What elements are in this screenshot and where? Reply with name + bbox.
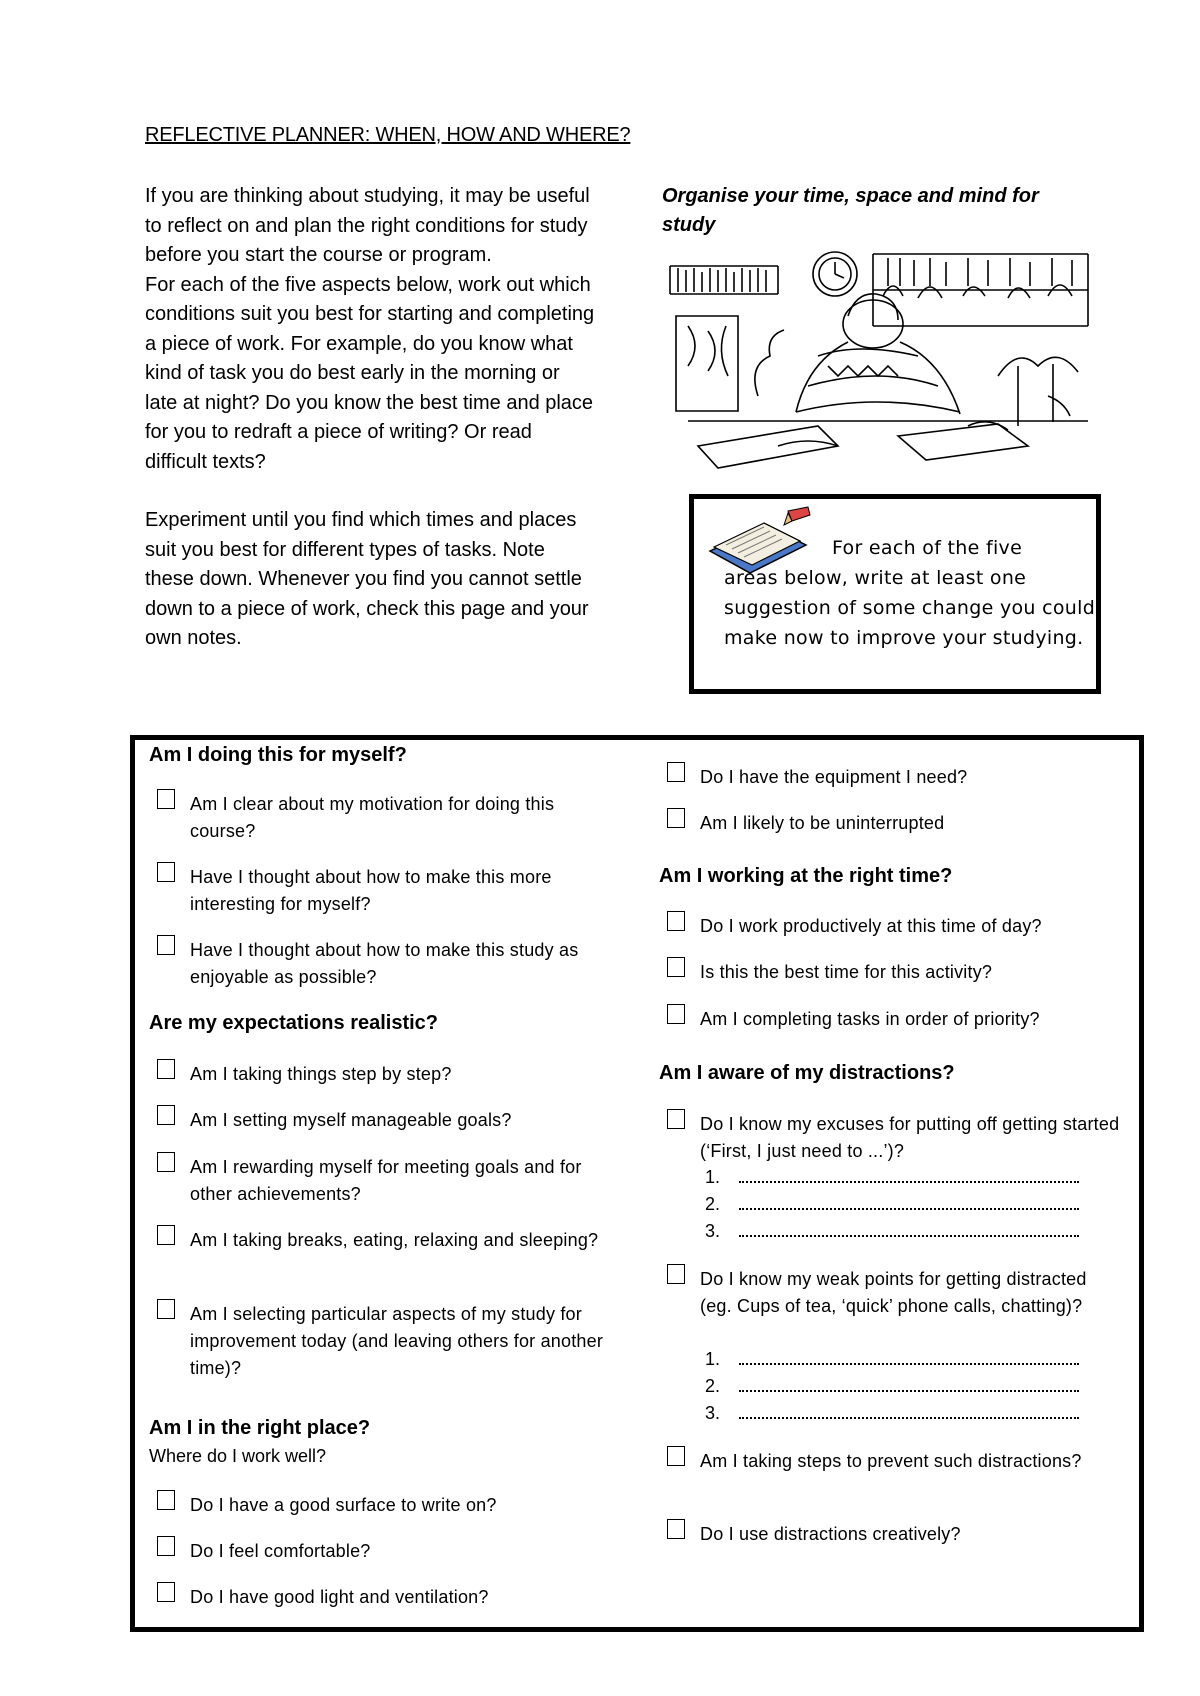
- item-text: Do I use distractions creatively?: [700, 1524, 961, 1544]
- suggestion-rest: areas below, write at least one suggestion of some change you could make now to improve your studying.: [724, 567, 1096, 649]
- checkbox[interactable]: [667, 911, 685, 931]
- list-number: 2.: [705, 1376, 721, 1396]
- item-text: Am I taking steps to prevent such distractions?: [700, 1451, 1082, 1471]
- suggestion-first-line: For each of the five: [832, 537, 1023, 559]
- page-title: REFLECTIVE PLANNER: WHEN, HOW AND WHERE?: [145, 124, 631, 146]
- checkbox[interactable]: [157, 935, 175, 955]
- checklist-box: [130, 735, 1144, 1632]
- intro-paragraph: Experiment until you find which times and places suit you best for different types of tasks. Note these down. Whenever you find you cannot settle down to a piece of work, check this page and your own notes.: [145, 509, 589, 649]
- section-heading-distractions: Am I aware of my distractions?: [659, 1062, 955, 1084]
- list-number: 2.: [705, 1194, 721, 1214]
- checkbox[interactable]: [157, 1225, 175, 1245]
- checkbox[interactable]: [157, 1490, 175, 1510]
- item-text: Am I clear about my motivation for doing this course?: [190, 794, 555, 841]
- checkbox[interactable]: [157, 862, 175, 882]
- blank-line[interactable]: [705, 1403, 1079, 1424]
- item-text: Am I completing tasks in order of priority?: [700, 1009, 1040, 1029]
- item-text: Do I know my weak points for getting distracted (eg. Cups of tea, ‘quick’ phone calls, chatting)?: [700, 1269, 1087, 1316]
- item-text: Am I taking breaks, eating, relaxing and sleeping?: [190, 1230, 599, 1250]
- suggestion-text: [724, 533, 1096, 653]
- item-text: Am I setting myself manageable goals?: [190, 1110, 512, 1130]
- checkbox[interactable]: [157, 1059, 175, 1079]
- item-text: Do I know my excuses for putting off getting started (‘First, I just need to ...’)?: [700, 1114, 1120, 1161]
- checkbox[interactable]: [667, 1109, 685, 1129]
- checkbox[interactable]: [157, 1582, 175, 1602]
- checkbox[interactable]: [157, 1152, 175, 1172]
- checkbox[interactable]: [667, 1004, 685, 1024]
- list-number: 3.: [705, 1403, 721, 1423]
- section-heading-expectations: Are my expectations realistic?: [149, 1012, 439, 1034]
- list-number: 1.: [705, 1349, 721, 1369]
- checkbox[interactable]: [667, 808, 685, 828]
- item-text: Am I taking things step by step?: [190, 1064, 452, 1084]
- list-number: 1.: [705, 1167, 721, 1187]
- checkbox[interactable]: [667, 1519, 685, 1539]
- item-text: Have I thought about how to make this study as enjoyable as possible?: [190, 940, 579, 987]
- section-heading-myself: Am I doing this for myself?: [149, 744, 407, 766]
- item-text: Do I have the equipment I need?: [700, 767, 968, 787]
- checkbox[interactable]: [157, 1299, 175, 1319]
- student-at-desk-illustration: [668, 246, 1104, 478]
- blank-line[interactable]: [705, 1221, 1079, 1242]
- intro-paragraph: If you are thinking about studying, it may be useful to reflect on and plan the right conditions for study before you start the course or program.: [145, 185, 590, 266]
- item-text: Do I feel comfortable?: [190, 1541, 371, 1561]
- item-text: Do I have good light and ventilation?: [190, 1587, 489, 1607]
- section-heading-place: Am I in the right place?: [149, 1417, 371, 1439]
- checkbox[interactable]: [667, 1446, 685, 1466]
- checkbox[interactable]: [157, 1105, 175, 1125]
- item-text: Am I likely to be uninterrupted: [700, 813, 945, 833]
- section-subtext-place: Where do I work well?: [149, 1446, 327, 1466]
- checkbox[interactable]: [667, 1264, 685, 1284]
- item-text: Do I have a good surface to write on?: [190, 1495, 497, 1515]
- intro-paragraph: For each of the five aspects below, work out which conditions suit you best for starting and completing a piece of work. For example, do you know what kind of task you do best early in the morning or late at night? Do you know the best time and place for you to redraft a piece of writing? Or read difficult texts?: [145, 273, 595, 473]
- suggestion-box: [689, 494, 1101, 694]
- checkbox[interactable]: [157, 789, 175, 809]
- intro-text: [145, 182, 595, 654]
- item-text: Am I selecting particular aspects of my study for improvement today (and leaving others for another time)?: [190, 1304, 604, 1378]
- section-heading-time: Am I working at the right time?: [659, 865, 953, 887]
- checkbox[interactable]: [667, 762, 685, 782]
- checkbox[interactable]: [157, 1536, 175, 1556]
- blank-line[interactable]: [705, 1194, 1079, 1215]
- list-number: 3.: [705, 1221, 721, 1241]
- blank-line[interactable]: [705, 1349, 1079, 1370]
- illustration-caption: Organise your time, space and mind for study: [662, 185, 1039, 236]
- blank-line[interactable]: [705, 1376, 1079, 1397]
- item-text: Do I work productively at this time of day?: [700, 916, 1042, 936]
- item-text: Have I thought about how to make this more interesting for myself?: [190, 867, 552, 914]
- item-text: Am I rewarding myself for meeting goals and for other achievements?: [190, 1157, 582, 1204]
- blank-line[interactable]: [705, 1167, 1079, 1188]
- item-text: Is this the best time for this activity?: [700, 962, 993, 982]
- checkbox[interactable]: [667, 957, 685, 977]
